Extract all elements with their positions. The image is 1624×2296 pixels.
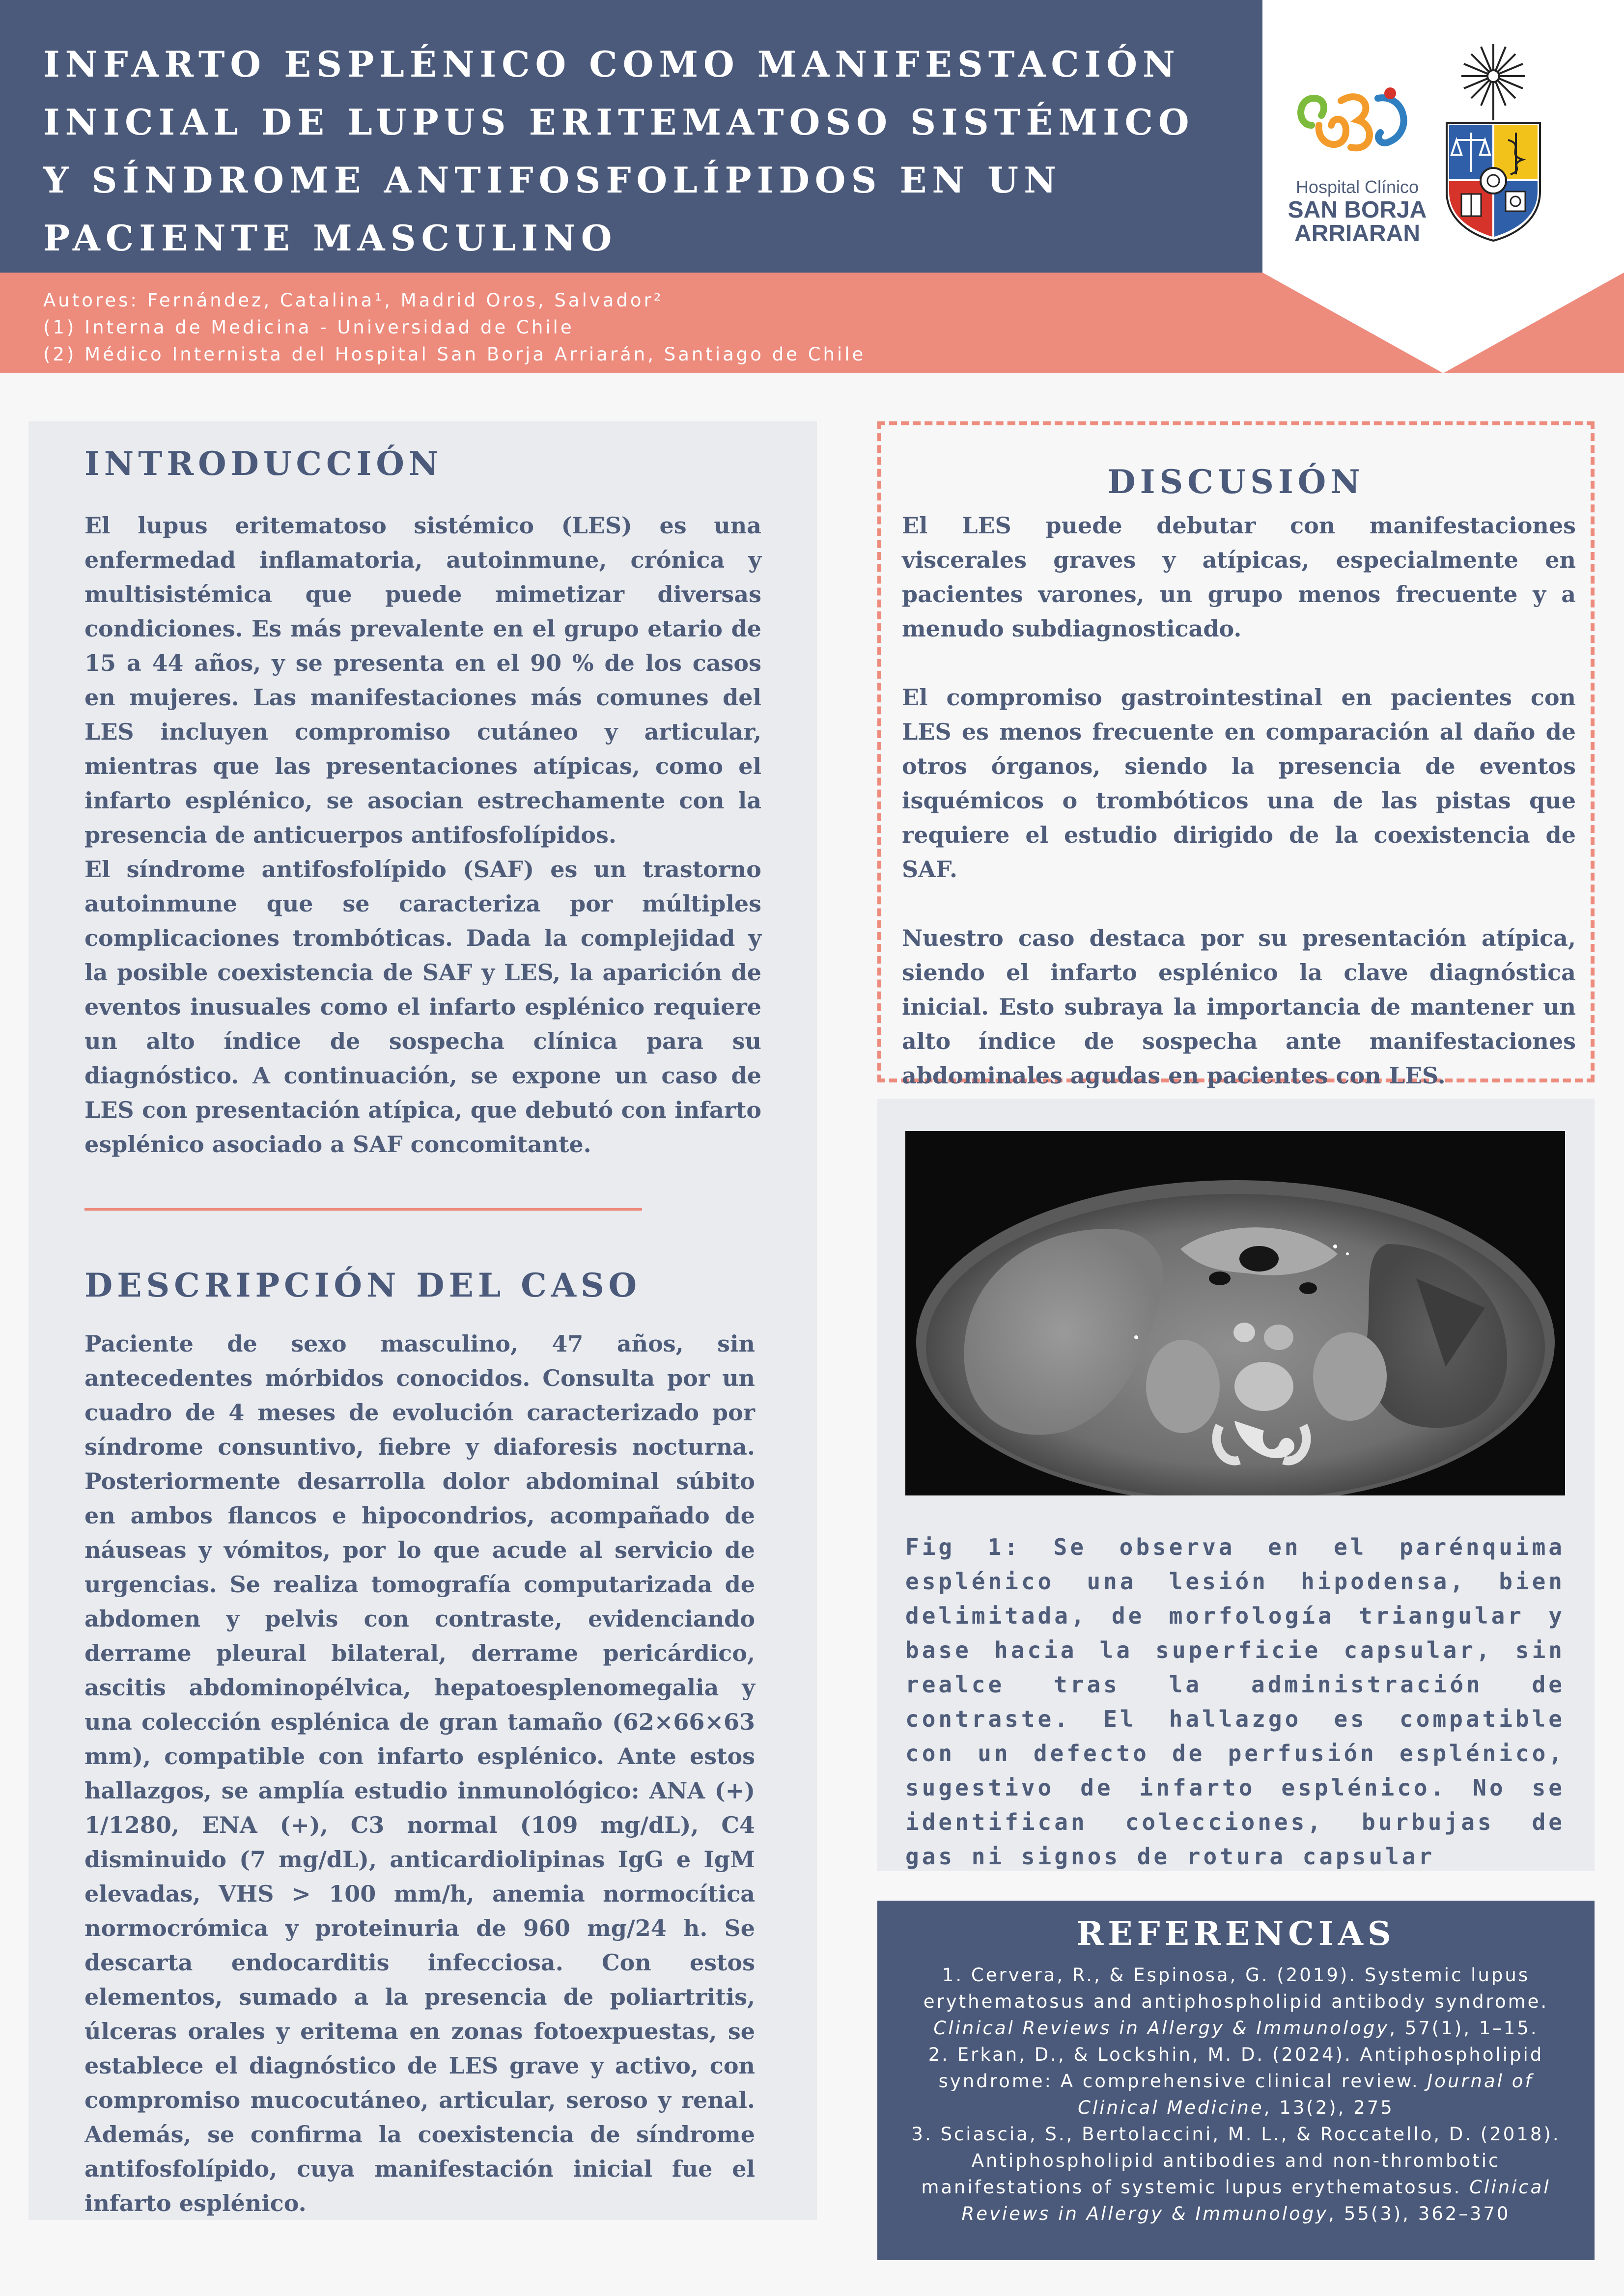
university-shield-logo <box>1439 34 1547 246</box>
introduccion-paragraph-2: El síndrome antifosfolípido (SAF) es un trastorno autoinmune que se caracteriza por múltiples complicaciones trombóticas. Dada la complejidad y la posible coexistencia de SAF y LES, la aparición de eventos inusuales como el infarto esplénico requiere un alto índice de sospecha clínica para su diagnóstico. A continuación, se expone un caso de LES con presentación atípica, que debutó con infarto esplénico asociado a SAF concomitante. <box>84 856 761 1158</box>
discusion-heading: DISCUSIÓN <box>1107 463 1365 501</box>
introduccion-paragraph-1: El lupus eritematoso sistémico (LES) es una enfermedad inflamatoria, autoinmune, crónica y multisistémica que puede mimetizar diversas condiciones. Es más prevalente en el grupo etario de 15 a 44 años, y se presenta en el 90 % de los casos en mujeres. Las manifestaciones más comunes del LES incluyen compromiso cutáneo y articular, mientras que las presentaciones atípicas, como el infarto esplénico, se asocian estrechamente con la presencia de anticuerpos antifosfolípidos. <box>84 512 761 848</box>
introduccion-text <box>84 508 761 1162</box>
discusion-paragraph-2: El compromiso gastrointestinal en pacientes con LES es menos frecuente en comparación al daño de otros órganos, siendo la presencia de eventos isquémicos o trombóticos una de las pistas que requiere el estudio dirigido de la coexistencia de SAF. <box>902 684 1576 883</box>
hospital-logo <box>1292 79 1425 162</box>
hospital-logo-line2: SAN BORJA <box>1288 197 1427 223</box>
poster-title: INFARTO ESPLÉNICO COMO MANIFESTACIÓN INICIAL DE LUPUS ERITEMATOSO SISTÉMICO Y SÍNDROME ANTIFOSFOLÍPIDOS EN UN PACIENTE MASCULINO <box>43 43 1195 259</box>
ct-scan-image <box>905 1131 1565 1495</box>
discusion-paragraph-1: El LES puede debutar con manifestaciones viscerales graves y atípicas, especialmente en pacientes varones, un grupo menos frecuente y a menudo subdiagnosticado. <box>902 512 1576 642</box>
hospital-logo-line3: ARRIARAN <box>1294 221 1420 247</box>
affiliation-2: (2) Médico Internista del Hospital San Borja Arriarán, Santiago de Chile <box>43 344 866 365</box>
referencias-list <box>899 1962 1573 2227</box>
discusion-text <box>902 508 1576 1093</box>
figure-caption: Fig 1: Se observa en el parénquima esplénico una lesión hipodensa, bien delimitada, de morfología triangular y base hacia la superficie capsular, sin realce tras la administración de contraste. El hallazgo es compatible con un defecto de perfusión esplénico, sugestivo de infarto esplénico. No se identifican colecciones, burbujas de gas ni signos de rotura capsular <box>905 1534 1565 1870</box>
caso-paragraph: Paciente de sexo masculino, 47 años, sin antecedentes mórbidos conocidos. Consulta por un cuadro de 4 meses de evolución caracterizado por síndrome consuntivo, fiebre y diaforesis nocturna. Posteriormente desarrolla dolor abdominal súbito en ambos flancos e hipocondrios, acompañado de náuseas y vómitos, por lo que acude al servicio de urgencias. Se realiza tomografía computarizada de abdomen y pelvis con contraste, evidenciando derrame pleural bilateral, derrame pericárdico, ascitis abdominopélvica, hepatoesplenomegalia y una colección esplénica de gran tamaño (62×66×63 mm), compatible con infarto esplénico. Ante estos hallazgos, se amplía estudio inmunológico: ANA (+) 1/1280, ENA (+), C3 normal (109 mg/dL), C4 disminuido (7 mg/dL), anticardiolipinas IgG e IgM elevadas, VHS > 100 mm/h, anemia normocítica normocrómica y proteinuria de 960 mg/24 h. Se descarta endocarditis infecciosa. Con estos elementos, sumado a la presencia de poliartritis, úlceras orales y eritema en zonas fotoexpuestas, se establece el diagnóstico de LES grave y activo, con compromiso mucocutáneo, articular, seroso y renal. Además, se confirma la coexistencia de síndrome antifosfolípido, cuya manifestación inicial fue el infarto esplénico. <box>84 1330 755 2216</box>
reference-item: 1. Cervera, R., & Espinosa, G. (2019). Systemic lupus erythematosus and antiphospholipid antibody syndrome. Clinical Reviews in Allergy & Immunology, 57(1), 1–15. <box>923 1964 1549 2039</box>
hospital-logo-line1: Hospital Clínico <box>1295 177 1419 197</box>
section-divider <box>84 1208 642 1211</box>
introduccion-heading: INTRODUCCIÓN <box>84 444 443 483</box>
caso-heading: DESCRIPCIÓN DEL CASO <box>84 1266 642 1304</box>
referencias-heading: REFERENCIAS <box>1076 1914 1396 1953</box>
reference-item: 3. Sciascia, S., Bertolaccini, M. L., & Roccatello, D. (2018). Antiphospholipid antibodies and non-thrombotic manifestations of systemic lupus erythematosus. Clinical Reviews in Allergy & Immunology, 55(3), 362–370 <box>911 2124 1561 2224</box>
authors-block <box>43 287 1222 368</box>
reference-item: 2. Erkan, D., & Lockshin, M. D. (2024). Antiphospholipid syndrome: A comprehensive clinical review. Journal of Clinical Medicine, 13(2), 275 <box>928 2044 1544 2118</box>
authors-line: Autores: Fernández, Catalina¹, Madrid Oros, Salvador² <box>43 290 664 311</box>
affiliation-1: (1) Interna de Medicina - Universidad de Chile <box>43 317 574 338</box>
discusion-paragraph-3: Nuestro caso destaca por su presentación atípica, siendo el infarto esplénico la clave diagnóstica inicial. Esto subraya la importancia de mantener un alto índice de sospecha ante manifestaciones abdominales agudas en pacientes con LES. <box>902 925 1576 1089</box>
